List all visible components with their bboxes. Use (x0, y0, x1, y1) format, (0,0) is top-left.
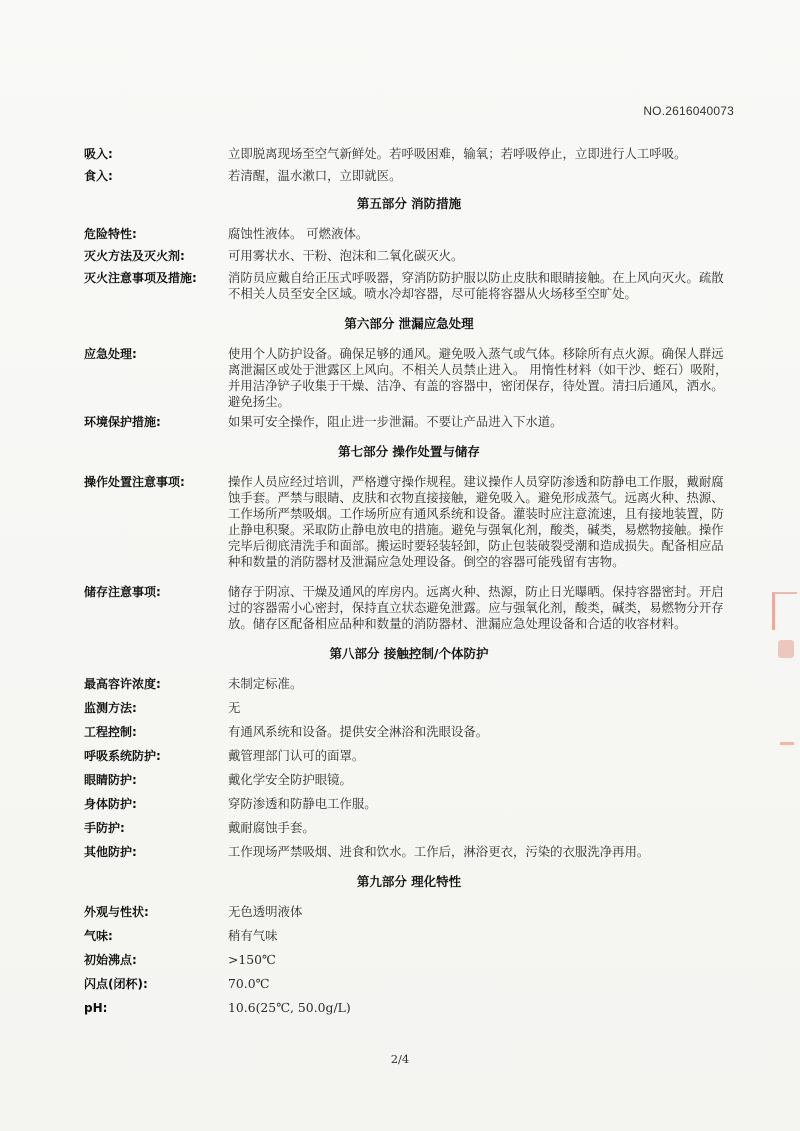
row-flash-point (84, 976, 734, 992)
field-label: 危险特性: (84, 227, 137, 241)
section-title-fire: 第五部分 消防措施 (356, 196, 462, 211)
field-label: 呼吸系统防护: (84, 749, 161, 763)
field-label: pH: (84, 1001, 108, 1015)
field-value: 操作人员应经过培训，严格遵守操作规程。建议操作人员穿防渗透和防静电工作服，戴耐腐蚀手套。严禁与眼睛、皮肤和衣物直接接触，避免吸入。避免形成蒸气。远离火种、热源、工作场所严禁吸烟。工作场所应有通风系统和设备。灌装时应注意流速，且有接地装置，防止静电积聚。采取防止静电放电的措施。避免与强氧化剂，酸类，碱类，易燃物接触。操作完毕后彻底清洗手和面部。搬运时要轻装轻卸，防止包装破裂受潮和造成损失。配备相应品种和数量的消防器材及泄漏应急处理设备。倒空的容器可能残留有害物。 (228, 474, 724, 569)
document-number: NO.2616040073 (643, 104, 734, 118)
stamp-mark (772, 592, 797, 630)
row-boiling-point (84, 952, 734, 968)
field-value: 储存于阴凉、干燥及通风的库房内。远离火种、热源，防止日光曝晒。保持容器密封。开启过的容器需小心密封，保持直立状态避免泄露。应与强氧化剂，酸类，碱类，易燃物分开存放。储存区配备相应品种和数量的消防器材、泄漏应急处理设备和合适的收容材料。 (228, 584, 724, 631)
field-label: 吸入: (84, 147, 113, 161)
field-value: 10.6(25℃, 50.0g/L) (228, 1000, 351, 1015)
field-label: 灭火方法及灭火剂: (84, 249, 185, 263)
field-value: 无色透明液体 (228, 904, 303, 919)
section-title-leak: 第六部分 泄漏应急处理 (344, 316, 474, 331)
field-label: 工程控制: (84, 725, 137, 739)
field-value: 使用个人防护设备。确保足够的通风。避免吸入蒸气或气体。移除所有点火源。确保人群远离泄漏区或处于泄露区上风向。不相关人员禁止进入。 用惰性材料（如干沙、蛭石）吸附，并用洁净铲子收集于干燥、洁净、有盖的容器中，密闭保存，待处置。清扫后通风，洒水。避免扬尘。 (228, 346, 728, 409)
row-eye-protection (84, 772, 734, 788)
field-value: 稍有气味 (228, 928, 278, 943)
field-label: 其他防护: (84, 845, 137, 859)
row-respiratory-protection (84, 748, 734, 764)
row-body-protection (84, 796, 734, 812)
field-label: 初始沸点: (84, 953, 137, 967)
stamp-mark (780, 742, 794, 745)
row-firefighting-precautions (84, 270, 734, 302)
row-ingestion (84, 168, 734, 184)
field-value: 立即脱离现场至空气新鲜处。若呼吸困难，输氧；若呼吸停止，立即进行人工呼吸。 (228, 146, 687, 161)
field-label: 灭火注意事项及措施: (84, 271, 197, 285)
field-value: 工作现场严禁吸烟、进食和饮水。工作后，淋浴更衣，污染的衣服洗净再用。 (228, 844, 650, 859)
field-value: >150℃ (228, 952, 276, 967)
document-content (84, 142, 734, 1016)
field-value: 若清醒，温水漱口，立即就医。 (228, 168, 402, 183)
row-ph (84, 1000, 734, 1016)
field-value: 可用雾状水、干粉、泡沫和二氧化碳灭火。 (228, 248, 464, 263)
field-value: 腐蚀性液体。 可燃液体。 (228, 226, 369, 241)
row-max-allowable-concentration (84, 676, 734, 692)
field-label: 外观与性状: (84, 905, 149, 919)
field-value: 消防员应戴自给正压式呼吸器，穿消防防护服以防止皮肤和眼睛接触。在上风向灭火。疏散不相关人员至安全区域。喷水冷却容器，尽可能将容器从火场移至空旷处。 (228, 270, 724, 301)
row-hand-protection (84, 820, 734, 836)
row-engineering-controls (84, 724, 734, 740)
field-label: 手防护: (84, 821, 125, 835)
field-label: 最高容许浓度: (84, 677, 161, 691)
field-label: 气味: (84, 929, 113, 943)
field-value: 未制定标准。 (228, 676, 303, 691)
field-value: 戴管理部门认可的面罩。 (228, 748, 365, 763)
stamp-mark (778, 640, 794, 658)
section-title-exposure: 第八部分 接触控制/个体防护 (329, 646, 489, 661)
row-other-protection (84, 844, 734, 860)
section-title-handling: 第七部分 操作处置与储存 (338, 444, 480, 459)
field-value: 戴化学安全防护眼镜。 (228, 772, 352, 787)
field-value: 无 (228, 700, 241, 715)
row-appearance (84, 904, 734, 920)
field-value: 如果可安全操作，阻止进一步泄漏。不要让产品进入下水道。 (228, 414, 563, 429)
field-value: 穿防渗透和防静电工作服。 (228, 796, 377, 811)
field-label: 食入: (84, 169, 113, 183)
field-value: 有通风系统和设备。提供安全淋浴和洗眼设备。 (228, 724, 489, 739)
section-title-physical-chemical: 第九部分 理化特性 (356, 874, 462, 889)
row-emergency-response (84, 346, 734, 410)
row-extinguishing-media (84, 248, 734, 264)
field-label: 监测方法: (84, 701, 137, 715)
row-odor (84, 928, 734, 944)
field-label: 储存注意事项: (84, 585, 161, 599)
row-storage-precautions (84, 584, 734, 632)
field-label: 眼睛防护: (84, 773, 137, 787)
field-value: 戴耐腐蚀手套。 (228, 820, 315, 835)
row-monitoring-method (84, 700, 734, 716)
row-inhalation (84, 146, 734, 162)
row-hazard-characteristics (84, 226, 734, 242)
field-label: 操作处置注意事项: (84, 475, 185, 489)
field-label: 身体防护: (84, 797, 137, 811)
field-label: 环境保护措施: (84, 415, 161, 429)
field-label: 闪点(闭杯): (84, 977, 148, 991)
field-value: 70.0℃ (228, 976, 270, 991)
field-label: 应急处理: (84, 347, 137, 361)
page-number: 2/4 (390, 1052, 410, 1066)
row-handling-precautions (84, 474, 734, 570)
row-environmental-protection (84, 414, 734, 430)
